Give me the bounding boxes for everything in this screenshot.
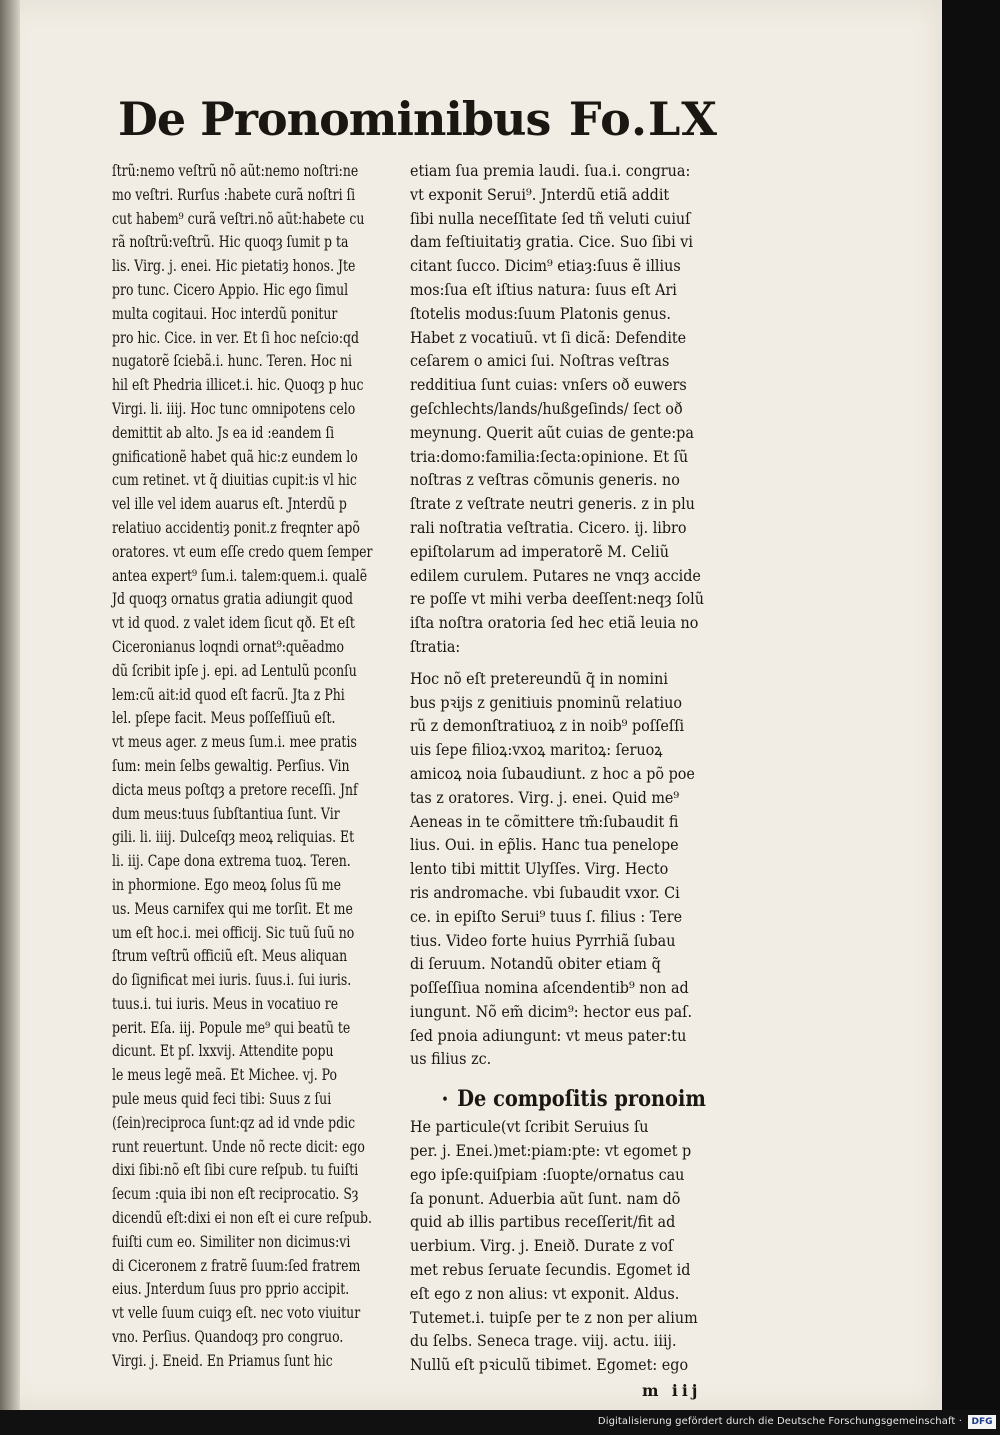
text-line: dũ ſcribit ipſe j. epi. ad Lentulũ pconſu <box>112 661 357 680</box>
right-column-top-block <box>410 160 780 660</box>
text-line: hil eſt Phedria illicet.i. hic. Quoqȝ p huc <box>112 376 364 395</box>
text-line: rũ z demonſtratiuoꝝ z in noib⁹ poſſeſſi <box>410 717 685 736</box>
text-line: ego ipſe:quiſpiam :ſuopte/ornatus cau <box>410 1165 685 1184</box>
text-line: Jd quoqȝ ornatus gratia adiungit quod <box>112 590 354 609</box>
text-line: Nullũ eſt pꝛiculũ tibimet. Egomet: ego <box>410 1356 689 1375</box>
text-line: He particule(vt ſcribit Seruius ſu <box>410 1118 649 1137</box>
text-line: li. iij. Cape dona extrema tuoꝝ. Teren. <box>112 852 351 871</box>
text-line: dicta meus poſtqȝ a pretore receſſi. Jnf <box>112 780 358 799</box>
scan-footer-bar <box>0 1410 1000 1435</box>
text-line: Virgi. j. Eneid. En Priamus ſunt hic <box>112 1351 333 1370</box>
text-line: ſtratia: <box>410 637 461 656</box>
text-line: ſed pnoia adiungunt: vt meus pater:tu <box>410 1026 687 1045</box>
text-line: dum meus:tuus ſubſtantiua ſunt. Vir <box>112 804 340 823</box>
text-line: ſecum :quia ibi non eſt reciprocatio. Sȝ <box>112 1185 359 1204</box>
text-line: gili. li. iiij. Dulceſqȝ meoꝝ reliquias. Et <box>112 828 355 847</box>
text-line: us. Meus carnifex qui me torſit. Et me <box>112 899 353 918</box>
text-line: vt exponit Serui⁹. Jnterdũ etiã addit <box>410 185 670 204</box>
text-line: geſchlechts/lands/hußgeſinds/ ſect oð <box>410 399 683 418</box>
text-line: vt id quod. z valet idem ſicut qð. Et eſt <box>112 614 355 633</box>
text-line: eſt ego z non alius: vt exponit. Aldus. <box>410 1284 680 1303</box>
text-line: di ſeruum. Notandũ obiter etiam q̃ <box>410 955 661 974</box>
text-line: dicunt. Et pſ. lxxvij. Attendite popu <box>112 1042 334 1061</box>
text-line: ſtrate z veſtrate neutri generis. z in plu <box>410 495 695 514</box>
text-line: ſa ponunt. Aduerbia aũt ſunt. nam dõ <box>410 1189 681 1208</box>
text-line: ris andromache. vbi ſubaudit vxor. Ci <box>410 883 680 902</box>
text-line: eius. Jnterdum ſuus pro pprio accipit. <box>112 1280 350 1299</box>
text-line: rã noſtrũ:veſtrũ. Hic quoqȝ ſumit p ta <box>112 233 349 252</box>
funding-credit: Digitalisierung gefördert durch die Deutsche Forschungsgemeinschaft · <box>597 1416 962 1427</box>
text-line: poſſeſſiua nomina aſcendentib⁹ non ad <box>410 979 689 998</box>
text-line: lel. pſepe facit. Meus poſſeſſiuũ eſt. <box>112 709 336 728</box>
text-line: mos:ſua eſt iſtius natura: ſuus eſt Ari <box>410 280 677 299</box>
text-line: gnificationẽ habet quã hic:z eundem lo <box>112 447 358 466</box>
left-text-column <box>112 160 408 1374</box>
text-line: Virgi. li. iiij. Hoc tunc omnipotens celo <box>112 399 356 418</box>
text-line: lius. Oui. in ep̃lis. Hanc tua penelope <box>410 836 679 855</box>
right-column-bottom-block <box>410 1116 780 1378</box>
text-line: ſum: mein ſelbs gewaltig. Perſius. Vin <box>112 756 350 775</box>
text-line: meynung. Querit aũt cuias de gente:pa <box>410 423 694 442</box>
text-line: per. j. Enei.)met:piam:pte: vt egomet p <box>410 1142 692 1161</box>
text-line: ſibi nulla neceſſitate ſed tñ veluti cuiuſ <box>410 209 691 228</box>
right-text-column <box>410 160 780 1404</box>
text-line: ceſarem o amici ſui. Noſtras veſtras <box>410 352 670 371</box>
text-line: ſtotelis modus:ſuum Platonis genus. <box>410 304 671 323</box>
text-line: ſtrũ:nemo veſtrũ nõ aũt:nemo noſtri:ne <box>112 162 359 180</box>
text-line: tius. Video forte huius Pyrrhiã ſubau <box>410 931 676 950</box>
text-line: quid ab illis partibus receſſerit/fit ad <box>410 1213 676 1232</box>
text-line: amicoꝝ noia ſubaudiunt. z hoc a põ poe <box>410 764 695 783</box>
text-line: lis. Virg. j. enei. Hic pietatiȝ honos. Jte <box>112 257 356 276</box>
text-line: perit. Eſa. iij. Popule me⁹ qui beatũ te <box>112 1018 351 1037</box>
text-line: dicendũ eſt:dixi ei non eſt ei cure reſpub. <box>112 1209 373 1228</box>
text-line: Hoc nõ eſt pretereundũ q̃ in nomini <box>410 669 668 688</box>
text-line: Ciceronianus loqndi ornat⁹:quẽadmo <box>112 637 345 656</box>
text-line: demittit ab alto. Js ea id :eandem ſi <box>112 423 335 442</box>
text-line: uis ſepe filioꝝ:vxoꝝ maritoꝝ: ſeruoꝝ <box>410 741 663 760</box>
text-line: redditiua ſunt cuias: vnſers oð euwers <box>410 376 687 395</box>
text-line: citant ſucco. Dicim⁹ etiaȝ:ſuus ẽ illius <box>410 257 681 276</box>
text-line: vt meus ager. z meus ſum.i. mee pratis <box>112 733 357 752</box>
text-line: dam feſtiuitatiȝ gratia. Cice. Suo ſibi vi <box>410 233 693 252</box>
folio-number: Fo.LX <box>568 92 718 146</box>
text-line: cut habem⁹ curã veſtri.nõ aũt:habete cu <box>112 209 365 228</box>
text-line: (ſein)reciproca ſunt:qz ad id vnde pdic <box>112 1113 356 1132</box>
text-line: iſta noſtra oratoria ſed hec etiã leuia no <box>410 614 699 633</box>
text-line: le meus legẽ meã. Et Michee. vj. Po <box>112 1066 338 1085</box>
text-line: vno. Perſius. Quandoqȝ pro congruo. <box>112 1328 344 1347</box>
text-line: re poſſe vt mihi verba deeſſent:neqȝ ſolũ <box>410 590 705 609</box>
text-line: multa cogitaui. Hoc interdũ ponitur <box>112 304 338 323</box>
text-line: runt reuertunt. Unde nõ recte dicit: ego <box>112 1137 365 1156</box>
text-line: rali noſtratia veſtratia. Cicero. ij. libro <box>410 518 687 537</box>
text-line: noſtras z veſtras cõmunis generis. no <box>410 471 680 490</box>
dfg-logo: DFG <box>968 1415 996 1429</box>
text-line: ſtrum veſtrũ officiũ eſt. Meus aliquan <box>112 947 348 966</box>
text-line: pro hic. Cice. in ver. Et ſi hoc neſcio:qd <box>112 328 359 347</box>
signature-mark: m iij <box>642 1381 702 1401</box>
text-line: Aeneas in te cõmittere tm̃:ſubaudit fi <box>410 812 679 831</box>
running-head-title: De Pronominibus <box>118 92 551 146</box>
text-line: antea expert⁹ ſum.i. talem:quem.i. qualẽ <box>112 566 368 585</box>
text-line: lento tibi mittit Ulyſſes. Virg. Hecto <box>410 860 669 879</box>
text-line: ce. in epiſto Serui⁹ tuus ſ. filius : Tere <box>410 907 683 926</box>
text-line: us filius zc. <box>410 1050 492 1069</box>
text-line: etiam ſua premia laudi. ſua.i. congrua: <box>410 162 691 180</box>
text-line: lem:cũ ait:id quod eſt facrũ. Jta z Phi <box>112 685 345 704</box>
text-line: tas z oratores. Virg. j. enei. Quid me⁹ <box>410 788 680 807</box>
text-line: vt velle ſuum cuiqȝ eſt. nec voto viuitur <box>112 1304 361 1323</box>
text-line: dixi ſibi:nõ eſt ſibi cure reſpub. tu fuiſti <box>112 1161 359 1180</box>
text-line: Habet z vocatiuũ. vt ſi dicã: Defendite <box>410 328 687 347</box>
text-line: do ſignificat mei iuris. ſuus.i. ſui iuris. <box>112 971 352 990</box>
text-line: iungunt. Nõ em̃ dicim⁹: hector eus paſ. <box>410 1002 693 1021</box>
text-line: mo veſtri. Rurſus :habete curã noſtri ſi <box>112 185 356 204</box>
text-line: um eſt hoc.i. mei officij. Sic tuũ ſuũ no <box>112 923 355 942</box>
text-line: epiſtolarum ad imperatorẽ M. Celiũ <box>410 542 669 561</box>
text-line: bus pꝛijs z genitiuis pnominũ relatiuo <box>410 693 683 712</box>
text-line: relatiuo accidentiȝ ponit.z freqnter apõ <box>112 518 360 537</box>
right-column-middle-block <box>410 668 780 1073</box>
text-line: cum retinet. vt q̃ diuitias cupit:is vl hic <box>112 471 357 490</box>
text-line: edilem curulem. Putares ne vnqȝ accide <box>410 566 701 585</box>
text-line: pro tunc. Cicero Appio. Hic ego ſimul <box>112 280 349 299</box>
text-line: nugatorẽ ſciebã.i. hunc. Teren. Hoc ni <box>112 352 353 371</box>
text-line: in phormione. Ego meoꝝ ſolus ſũ me <box>112 875 341 894</box>
section-heading: • De compoſitis pronoim <box>410 1082 736 1116</box>
text-line: uerbium. Virg. j. Eneið. Durate z voſ <box>410 1237 674 1256</box>
text-line: vel ille vel idem auarus eſt. Jnterdũ p <box>112 495 347 514</box>
page-binding-edge <box>0 0 20 1410</box>
running-head <box>118 92 718 152</box>
text-line: fuiſti cum eo. Similiter non dicimus:vi <box>112 1232 351 1251</box>
text-line: tuus.i. tui iuris. Meus in vocatiuo re <box>112 994 339 1013</box>
text-line: tria:domo:familia:ſecta:opinione. Et ſũ <box>410 447 689 466</box>
text-line: du ſelbs. Seneca trage. viij. actu. iiij. <box>410 1332 677 1351</box>
text-line: Tutemet.i. tuipſe per te z non per alium <box>410 1308 698 1327</box>
text-line: pule meus quid feci tibi: Suus z ſui <box>112 1090 332 1109</box>
text-line: di Ciceronem z fratrẽ ſuum:ſed fratrem <box>112 1256 361 1275</box>
text-line: met rebus ſeruate ſecundis. Egomet id <box>410 1261 691 1280</box>
text-line: oratores. vt eum eſſe credo quem ſemper <box>112 542 373 561</box>
